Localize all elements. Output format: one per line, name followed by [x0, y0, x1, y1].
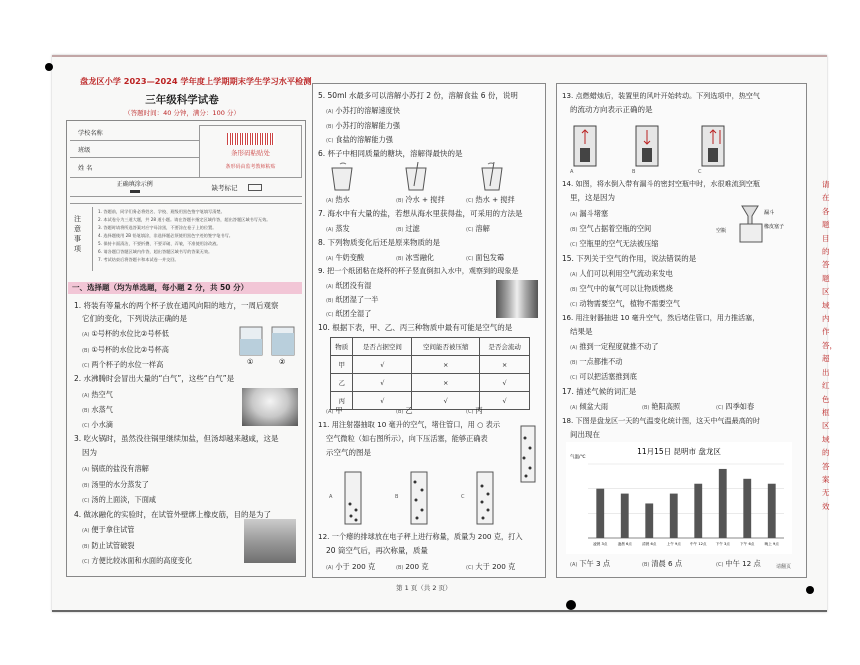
q17-option-a[interactable]: (A) 倾盆大雨 [570, 402, 609, 411]
q15-option-a[interactable]: (A) 人们可以利用空气流动来发电 [570, 269, 673, 278]
q10-cell: √ [412, 392, 480, 410]
barcode-label: 条形码粘贴处 [231, 149, 270, 157]
q15-option-b[interactable]: (B) 空气中的氧气可以让物质燃烧 [570, 284, 673, 293]
chart-x-tick-label: 上午 9点 [666, 542, 681, 546]
note-item: 7. 考试结束后将答题卡和本试卷一并交回。 [98, 257, 179, 262]
q16-option-b[interactable]: (B) 一点都推不动 [570, 357, 623, 366]
question-2: 2. 水沸腾时会冒出大量的“白气”，这些“白气”是 [74, 374, 235, 383]
side-notice: 请在各题目的答题区域内作答，超出红色框区域的答案无效 [822, 180, 837, 511]
chart-bar [719, 469, 727, 538]
option-letter: B [395, 494, 399, 500]
question-16-cont: 结果是 [570, 327, 593, 336]
funnel-label: 漏斗 [764, 210, 775, 216]
school-title: 盘龙区小学 2023—2024 学年度上学期期末学生学习水平检测 [80, 76, 312, 86]
q7-option-c[interactable]: (C) 溶解 [466, 224, 490, 233]
q18-option-c[interactable]: (C) 中午 12 点 [716, 559, 761, 568]
chart-bar [768, 484, 776, 538]
q3-option-c[interactable]: (C) 汤的上面淡，下面咸 [82, 495, 157, 504]
q10-option-a[interactable]: (A) 甲 [326, 406, 343, 415]
q6-cups-image [322, 162, 522, 192]
q6-option-c[interactable]: (C) 热水 + 搅拌 [466, 195, 515, 204]
chart-x-tick-label: 晚上 9点 [764, 542, 779, 546]
chart-bar [596, 489, 604, 538]
question-18: 18. 下图是盘龙区一天的气温变化统计图，这天中气温最高的时 [562, 416, 760, 425]
q8-option-b[interactable]: (B) 冰雪融化 [396, 253, 435, 262]
alignment-mark [45, 63, 53, 71]
question-13-cont: 的流动方向表示正确的是 [570, 105, 653, 114]
chart-bar [670, 494, 678, 538]
sheet-top-edge [52, 55, 827, 57]
chart-x-tick-label: 清晨 6点 [642, 542, 657, 546]
class-field[interactable] [117, 141, 200, 158]
q9-option-c[interactable]: (C) 纸团全湿了 [326, 309, 372, 318]
option-letter: C [461, 494, 465, 500]
chart-bar [645, 503, 653, 538]
q10-cell: √ [353, 374, 412, 392]
question-11: 11. 用注射器抽取 10 毫升的空气，堵住管口，用 ○ 表示 [318, 420, 501, 429]
absent-checkbox[interactable] [248, 184, 262, 191]
school-name-field[interactable] [117, 126, 200, 141]
q6-option-a[interactable]: (A) 热水 [326, 195, 350, 204]
school-name-label: 学校名称 [70, 126, 117, 141]
q14-option-c[interactable]: (C) 空瓶里的空气无法被压缩 [570, 239, 659, 248]
info-table [70, 125, 302, 197]
question-12: 12. 一个瘪的排球放在电子秤上进行称量，质量为 200 克，打入 [318, 532, 523, 541]
note-item: 2. 本试卷分为三道大题，共 28 道小题。请在答题卡指定区域作答，超出答题区域书写无效。 [98, 217, 271, 222]
q8-option-a[interactable]: (A) 牛奶变酸 [326, 253, 365, 262]
absent-label: 缺考标记 [211, 183, 238, 192]
chart-bar [743, 479, 751, 538]
q14-option-b[interactable]: (B) 空气占据着空瓶的空间 [570, 224, 652, 233]
chart-bar [694, 484, 702, 538]
page-number: 第 1 页（共 2 页） [396, 584, 452, 592]
q8-option-c[interactable]: (C) 面包发霉 [466, 253, 505, 262]
q1-option-b[interactable]: (B) ①号杯的水位比②号杯高 [82, 345, 169, 354]
option-letter: C [698, 169, 702, 174]
barcode-hint: 条形码由监考教师粘贴 [225, 164, 276, 170]
q5-option-b[interactable]: (B) 小苏打的溶解能力强 [326, 121, 401, 130]
q10-option-b[interactable]: (B) 乙 [396, 406, 413, 415]
q10-cell: × [480, 356, 530, 374]
class-label: 班级 [70, 141, 117, 158]
continue-hint: 请翻页 [776, 564, 792, 570]
q17-option-b[interactable]: (B) 艳阳高照 [642, 402, 681, 411]
note-item: 4. 选择题使用 2B 铅笔填涂，非选择题必须使用黑色字迹的签字笔书写。 [98, 233, 233, 238]
question-7: 7. 海水中有大量的盐，若想从海水里获得盐，可采用的方法是 [318, 209, 523, 218]
question-9: 9. 把一个纸团粘在烧杯的杯子竖直倒扣入水中，观察到的现象是 [318, 266, 519, 275]
note-item: 3. 答题时请将所选答案对应字母涂黑，不要涂在卷子上的位置。 [98, 225, 217, 230]
question-11-cont2: 示空气的图是 [326, 448, 371, 457]
q18-option-b[interactable]: (B) 清晨 6 点 [642, 559, 683, 568]
question-10: 10. 根据下表，甲、乙、丙三种物质中最有可能是空气的是 [318, 323, 513, 332]
question-11-cont: 空气微粒（如右图所示），向下压活塞，能够正确表 [326, 434, 488, 443]
question-3: 3. 吃火锅时，虽然没往锅里继续加盐，但汤却越来越咸，这是 [74, 434, 279, 443]
sheet-bottom-edge [52, 610, 827, 612]
q9-option-b[interactable]: (B) 纸团湿了一半 [326, 295, 379, 304]
q7-option-a[interactable]: (A) 蒸发 [326, 224, 350, 233]
q10-header: 空间能否被压缩 [412, 338, 480, 356]
name-label: 姓 名 [70, 158, 117, 178]
q1-cups-image [236, 323, 300, 365]
note-item: 1. 答题前，同学们务必将姓名、学校、班级用黑色签字笔填写清楚。 [98, 209, 225, 214]
question-13: 13. 点燃蜡烛后，装置里的风叶开始转动。下列选项中，热空气 [562, 91, 760, 100]
q14-option-a[interactable]: (A) 漏斗堵塞 [570, 209, 609, 218]
note-item: 6. 请各题目答题区域内作答，超出答题区域书写的答案无效。 [98, 249, 213, 254]
question-14-cont: 里，这是因为 [570, 193, 615, 202]
chart-title: 11月15日 昆明市 盘龙区 [637, 447, 721, 456]
q1-option-a[interactable]: (A) ①号杯的水位比②号杯低 [82, 329, 169, 338]
notes-list [98, 208, 298, 264]
q10-header: 物质 [331, 338, 353, 356]
question-16: 16. 用注射器抽进 10 毫升空气，然后堵住管口，用力推活塞， [562, 313, 760, 322]
question-18-cont: 间出现在 [570, 430, 600, 439]
q10-header: 是否占据空间 [353, 338, 412, 356]
q17-option-c[interactable]: (C) 四季如春 [716, 402, 755, 411]
question-3-cont: 因为 [82, 448, 97, 457]
question-17: 17. 描述气候的词汇是 [562, 387, 637, 396]
chart-x-tick-label: 中午 12点 [690, 542, 707, 546]
q10-cell: 甲 [331, 356, 353, 374]
q3-option-a[interactable]: (A) 锅底的盐没有溶解 [82, 464, 149, 473]
question-15: 15. 下列关于空气的作用，说法错误的是 [562, 254, 697, 263]
q2-option-c[interactable]: (C) 小水滴 [82, 420, 113, 429]
q6-option-b[interactable]: (B) 冷水 + 搅拌 [396, 195, 445, 204]
q13-candle-devices-image [566, 118, 796, 174]
q7-option-b[interactable]: (B) 过滤 [396, 224, 420, 233]
cup-label: ② [279, 358, 286, 365]
q4-test-tube-image [244, 519, 296, 563]
q10-table [330, 337, 530, 410]
option-letter: B [632, 169, 636, 174]
q10-header: 是否会流动 [480, 338, 530, 356]
q10-cell: √ [353, 392, 412, 410]
q5-option-a[interactable]: (A) 小苏打的溶解速度快 [326, 106, 401, 115]
chart-x-tick-label: 凌晨 6点 [617, 542, 632, 546]
q18-option-a[interactable]: (A) 下午 3 点 [570, 559, 611, 568]
q10-cell: √ [480, 374, 530, 392]
chart-x-tick-label: 下午 6点 [740, 542, 755, 546]
q10-cell: × [412, 356, 480, 374]
q2-option-a[interactable]: (A) 热空气 [82, 390, 113, 399]
option-letter: A [570, 169, 574, 174]
fill-example-mark [130, 190, 140, 193]
q10-cell: √ [480, 392, 530, 410]
q4-option-c[interactable]: (C) 方便比较冰面和水面的高度变化 [82, 556, 193, 565]
question-1-cont: 它们的变化，下列说法正确的是 [82, 314, 187, 323]
q12-option-b[interactable]: (B) 200 克 [396, 562, 429, 571]
notes-title: 注意事项 [74, 215, 81, 253]
chart-ylabel: 气温/℃ [570, 455, 586, 460]
exam-title: 三年级科学试卷 [145, 94, 219, 106]
q4-option-a[interactable]: (A) 便于拿住试管 [82, 525, 135, 534]
question-5: 5. 50ml 水最多可以溶解小苏打 2 份，溶解食盐 6 份，说明 [318, 91, 518, 100]
notes-box [70, 203, 302, 274]
q10-cell: × [412, 374, 480, 392]
temperature-chart [566, 442, 792, 554]
section-1-heading: 一、选择题（均为单选题，每小题 2 分，共 50 分） [68, 282, 302, 294]
exam-info: （答题时间：40 分钟，满分：100 分） [124, 109, 240, 117]
question-1: 1. 将装有等量水的两个杯子放在通风向阳的地方，一周后观察 [74, 301, 279, 310]
q16-option-c[interactable]: (C) 可以把活塞推到底 [570, 372, 637, 381]
q5-option-c[interactable]: (C) 食盐的溶解能力强 [326, 135, 393, 144]
q11-syringes-image [325, 424, 540, 530]
bottle-label: 空瓶 [716, 228, 727, 234]
alignment-mark [806, 586, 814, 594]
name-field[interactable] [117, 158, 200, 178]
q4-option-b[interactable]: (B) 防止试管破裂 [82, 541, 135, 550]
cup-label: ① [247, 358, 254, 365]
barcode-icon [227, 133, 275, 145]
q10-option-c[interactable]: (C) 丙 [466, 406, 483, 415]
question-6: 6. 杯子中相同质量的糖块，溶解得最快的是 [318, 149, 463, 158]
q16-option-a[interactable]: (A) 推到一定程度就推不动了 [570, 342, 659, 351]
chart-bar [621, 494, 629, 538]
q3-option-b[interactable]: (B) 汤里的水分蒸发了 [82, 480, 149, 489]
q14-funnel-bottle-image [712, 200, 796, 244]
q12-option-a[interactable]: (A) 小于 200 克 [326, 562, 376, 571]
q9-option-a[interactable]: (A) 纸团没有湿 [326, 281, 372, 290]
chart-x-tick-label: 下午 3点 [715, 542, 730, 546]
q10-cell: 丙 [331, 392, 353, 410]
fill-example-label: 正确填涂示例 [116, 181, 153, 188]
q15-option-c[interactable]: (C) 动物需要空气，植物不需要空气 [570, 299, 681, 308]
q1-option-c[interactable]: (C) 两个杯子的水位一样高 [82, 360, 164, 369]
alignment-mark [566, 600, 576, 610]
q10-cell: √ [353, 356, 412, 374]
q9-beaker-image [496, 280, 538, 318]
q2-option-b[interactable]: (B) 水蒸气 [82, 405, 113, 414]
question-14: 14. 如图，将水倒入带有漏斗的密封空瓶中时，水很难流到空瓶 [562, 179, 760, 188]
note-item: 5. 保持卡面清洁，不要折叠、不要弄破、弄皱，不准使用涂改液。 [98, 241, 221, 246]
stopper-label: 橡皮塞子 [764, 224, 785, 230]
question-8: 8. 下列物质变化后还是原来物质的是 [318, 238, 441, 247]
q10-cell: 乙 [331, 374, 353, 392]
option-letter: A [329, 494, 333, 500]
chart-x-tick-label: 凌晨 3点 [593, 542, 608, 546]
question-4: 4. 做冰融化的实验时，在试管外壁绑上橡皮筋，目的是为了 [74, 510, 272, 519]
q2-steam-image [242, 388, 298, 426]
q12-option-c[interactable]: (C) 大于 200 克 [466, 562, 516, 571]
question-12-cont: 20 筒空气后，再次称量，质量 [326, 546, 428, 555]
